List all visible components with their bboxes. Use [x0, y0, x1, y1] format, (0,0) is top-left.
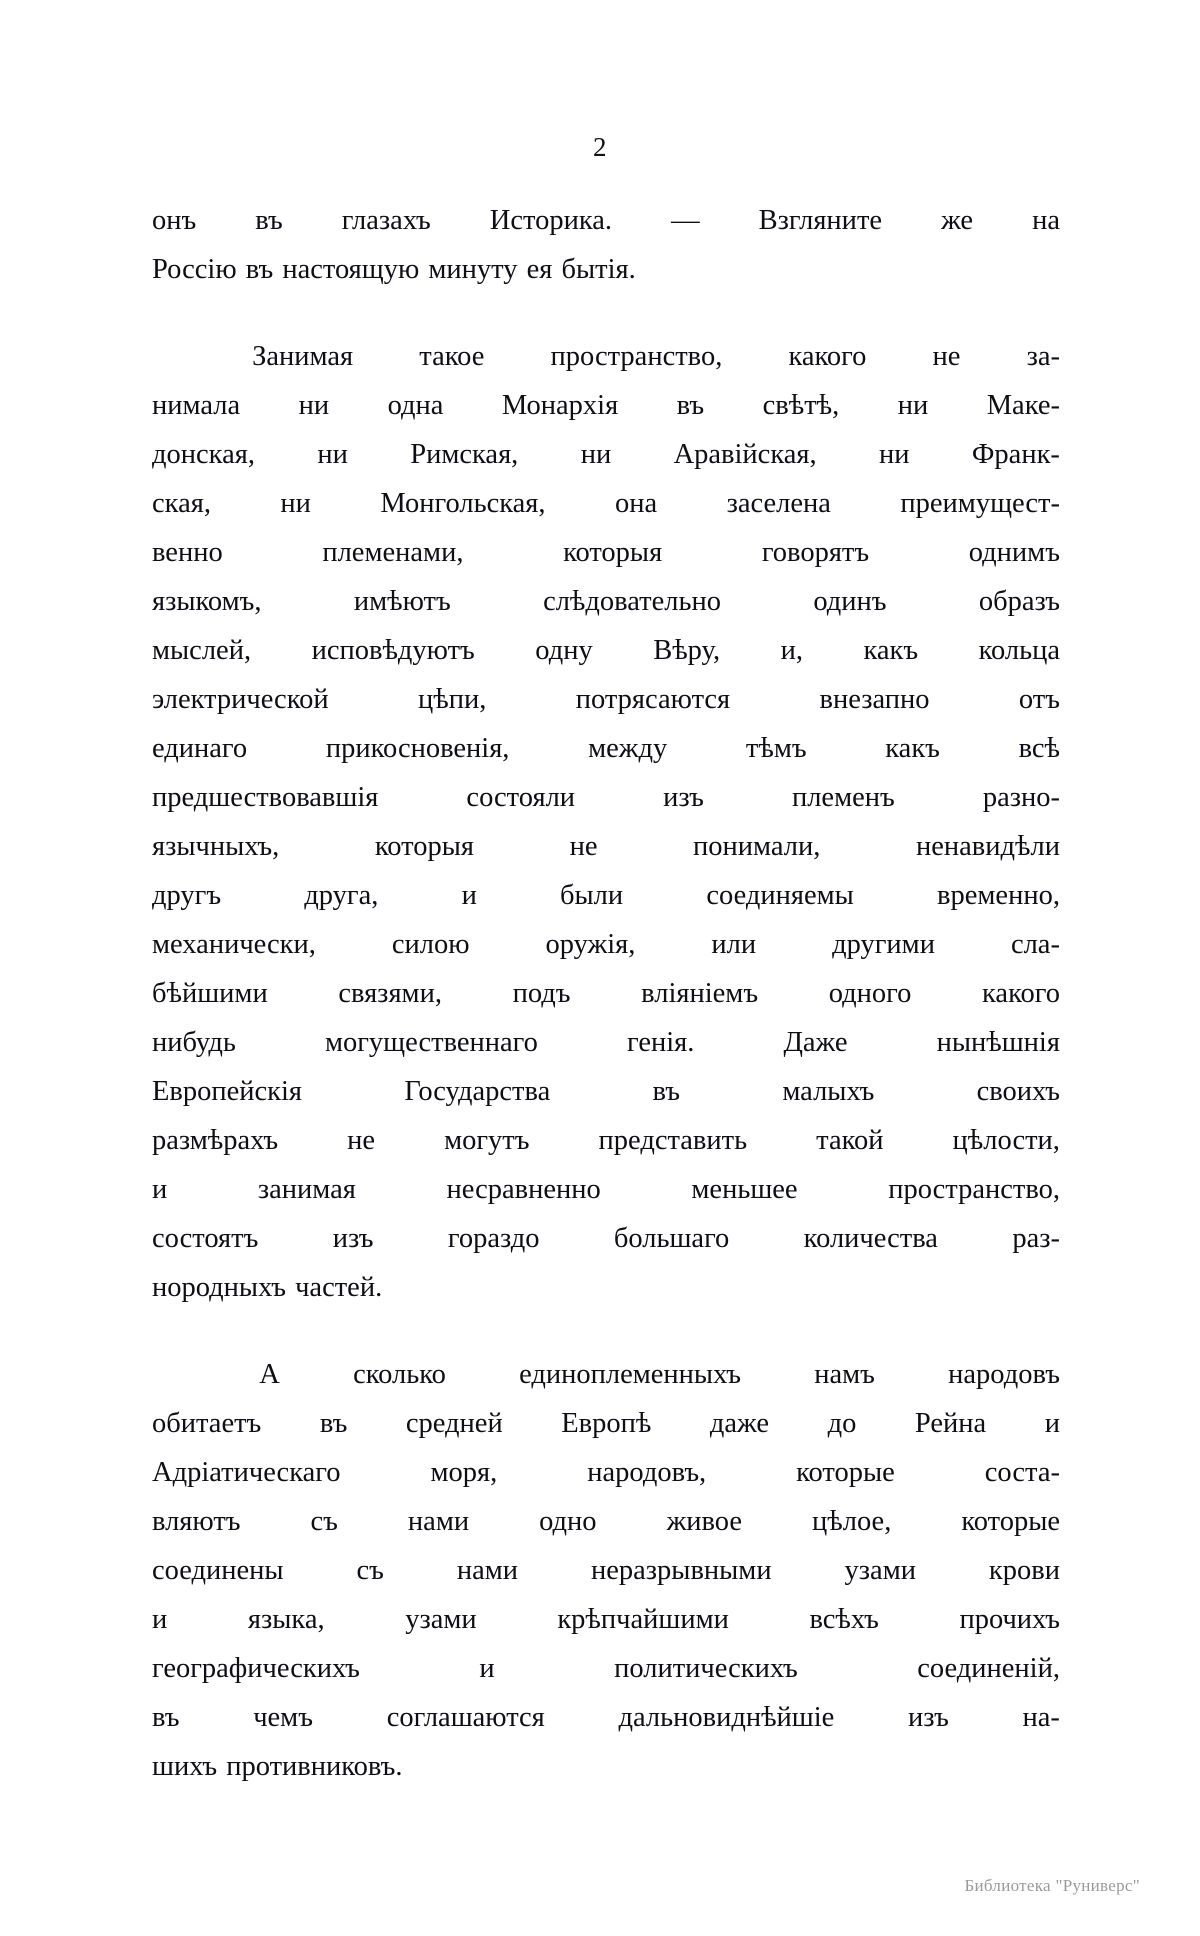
- text-line: Россію въ настоящую минуту ея бытія.: [152, 254, 636, 285]
- text-line: другъ друга, и были соединяемы временно,: [152, 880, 1060, 911]
- text-line: бѣйшими связями, подъ вліяніемъ одного какого: [152, 978, 1060, 1009]
- paragraph-1: [152, 196, 1060, 294]
- text-line: нимала ни одна Монархія въ свѣтѣ, ни Маке-: [152, 390, 1060, 421]
- page-number: 2: [593, 132, 607, 162]
- paragraph-2: [152, 332, 1060, 1312]
- text-line: механически, силою оружія, или другими сла-: [152, 929, 1060, 960]
- text-line: размѣрахъ не могутъ представить такой цѣлости,: [152, 1125, 1060, 1156]
- text-line: предшествовавшія состояли изъ племенъ разно-: [152, 782, 1060, 813]
- text-line: состоятъ изъ гораздо большаго количества раз-: [152, 1223, 1060, 1254]
- text-line: язычныхъ, которыя не понимали, ненавидѣли: [152, 831, 1060, 862]
- text-line: шихъ противниковъ.: [152, 1751, 403, 1782]
- text-line: онъ въ глазахъ Историка. — Взгляните же на: [152, 205, 1060, 236]
- text-line: въ чемъ соглашаются дальновиднѣйшіе изъ на-: [152, 1702, 1060, 1733]
- text-line: электрической цѣпи, потрясаются внезапно отъ: [152, 684, 1060, 715]
- text-line: ская, ни Монгольская, она заселена преимущест-: [152, 488, 1060, 519]
- text-line: Европейскія Государства въ малыхъ своихъ: [152, 1076, 1060, 1107]
- text-line: нородныхъ частей.: [152, 1272, 383, 1303]
- body-text: [152, 196, 1060, 1791]
- text-line: языкомъ, имѣютъ слѣдовательно одинъ образъ: [152, 586, 1060, 617]
- text-line: Адріатическаго моря, народовъ, которые соста-: [152, 1457, 1060, 1488]
- text-line: А сколько единоплеменныхъ намъ народовъ: [259, 1359, 1060, 1390]
- text-line: венно племенами, которыя говорятъ однимъ: [152, 537, 1060, 568]
- text-line: соединены съ нами неразрывными узами крови: [152, 1555, 1060, 1586]
- text-line: обитаетъ въ средней Европѣ даже до Рейна и: [152, 1408, 1060, 1439]
- text-line: и языка, узами крѣпчайшими всѣхъ прочихъ: [152, 1604, 1060, 1635]
- text-line: нибудь могущественнаго генія. Даже нынѣшнія: [152, 1027, 1060, 1058]
- text-line: мыслей, исповѣдуютъ одну Вѣру, и, какъ кольца: [152, 635, 1060, 666]
- text-line: географическихъ и политическихъ соединеній,: [152, 1653, 1060, 1684]
- library-watermark: Библиотека "Руниверс": [964, 1876, 1140, 1895]
- text-line: и занимая несравненно меньшее пространство,: [152, 1174, 1060, 1205]
- text-line: донская, ни Римская, ни Аравійская, ни Франк-: [152, 439, 1060, 470]
- paragraph-3: [152, 1350, 1060, 1791]
- text-line: единаго прикосновенія, между тѣмъ какъ всѣ: [152, 733, 1060, 764]
- text-line: вляютъ съ нами одно живое цѣлое, которые: [152, 1506, 1060, 1537]
- text-line: Занимая такое пространство, какого не за-: [252, 341, 1060, 372]
